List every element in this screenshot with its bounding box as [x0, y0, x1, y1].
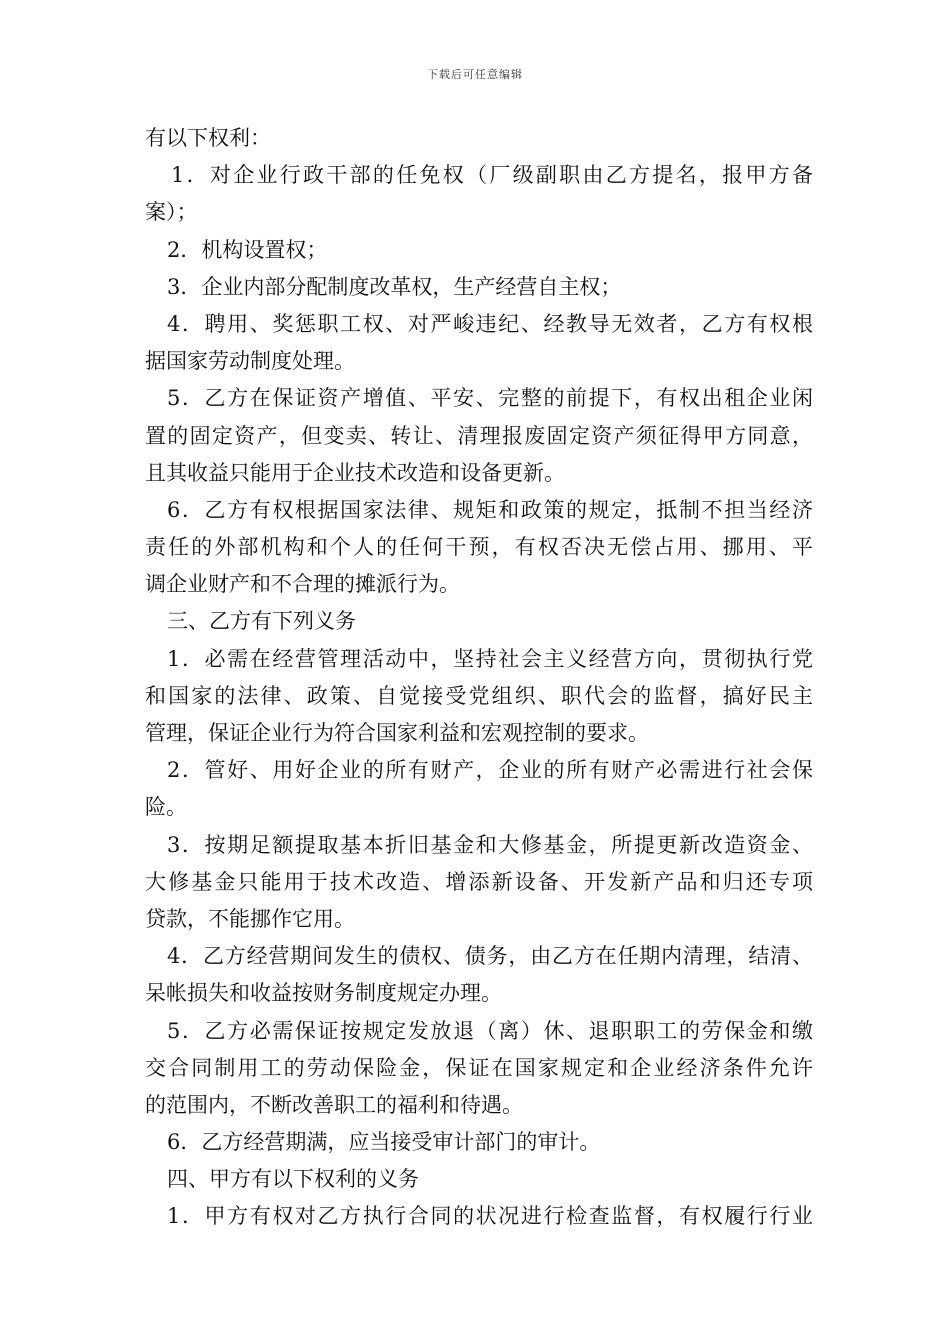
text-line: 5．乙方必需保证按规定发放退（离）休、退职职工的劳保金和缴 — [167, 1018, 813, 1043]
text-line: 贷款，不能挪作它用。 — [145, 906, 355, 931]
text-line: 三、乙方有下列义务 — [167, 609, 356, 634]
text-line: 案）； — [145, 200, 198, 225]
text-line: 据国家劳动制度处理。 — [145, 349, 355, 374]
text-line: 1．甲方有权对乙方执行合同的状况进行检查监督，有权履行行业 — [167, 1204, 813, 1229]
text-line: 3．企业内部分配制度改革权，生产经营自主权； — [167, 274, 622, 299]
text-line: 大修基金只能用于技术改造、增添新设备、开发新产品和归还专项 — [145, 869, 813, 894]
text-line: 呆帐损失和收益按财务制度规定办理。 — [145, 981, 502, 1006]
text-line: 6．乙方经营期满，应当接受审计部门的审计。 — [167, 1130, 601, 1155]
text-line: 且其收益只能用于企业技术改造和设备更新。 — [145, 460, 565, 485]
text-line: 四、甲方有以下权利的义务 — [167, 1167, 419, 1192]
text-line: 2．机构设置权； — [167, 237, 328, 262]
text-line: 5．乙方在保证资产增值、平安、完整的前提下，有权出租企业闲 — [167, 386, 813, 411]
contract-body — [145, 120, 813, 1236]
text-line: 管理，保证企业行为符合国家利益和宏观控制的要求。 — [145, 721, 649, 745]
text-line: 1．必需在经营管理活动中，坚持社会主义经营方向，贯彻执行党 — [167, 646, 813, 671]
page-header: 下载后可任意编辑 — [427, 68, 523, 81]
text-line: 险。 — [145, 795, 187, 820]
text-line: 2．管好、用好企业的所有财产，企业的所有财产必需进行社会保 — [167, 758, 813, 783]
text-line: 调企业财产和不合理的摊派行为。 — [145, 572, 460, 597]
text-line: 责任的外部机构和个人的任何干预，有权否决无偿占用、挪用、平 — [145, 535, 813, 560]
text-line: 和国家的法律、政策、自觉接受党组织、职代会的监督，搞好民主 — [145, 683, 813, 708]
text-line: 6．乙方有权根据国家法律、规矩和政策的规定，抵制不担当经济 — [167, 497, 813, 522]
text-line: 4．聘用、奖惩职工权、对严峻违纪、经教导无效者，乙方有权根 — [167, 311, 813, 336]
text-line: 交合同制用工的劳动保险金，保证在国家规定和企业经济条件允许 — [145, 1055, 813, 1080]
text-line: 4．乙方经营期间发生的债权、债务，由乙方在任期内清理，结清、 — [167, 944, 813, 969]
text-line: 1．对企业行政干部的任免权（厂级副职由乙方提名，报甲方备 — [171, 163, 813, 188]
text-line: 的范围内，不断改善职工的福利和待遇。 — [145, 1092, 523, 1117]
text-line: 有以下权利： — [145, 126, 271, 150]
text-line: 置的固定资产，但变卖、转让、清理报废固定资产须征得甲方同意， — [145, 423, 813, 448]
text-line: 3．按期足额提取基本折旧基金和大修基金，所提更新改造资金、 — [167, 832, 813, 857]
